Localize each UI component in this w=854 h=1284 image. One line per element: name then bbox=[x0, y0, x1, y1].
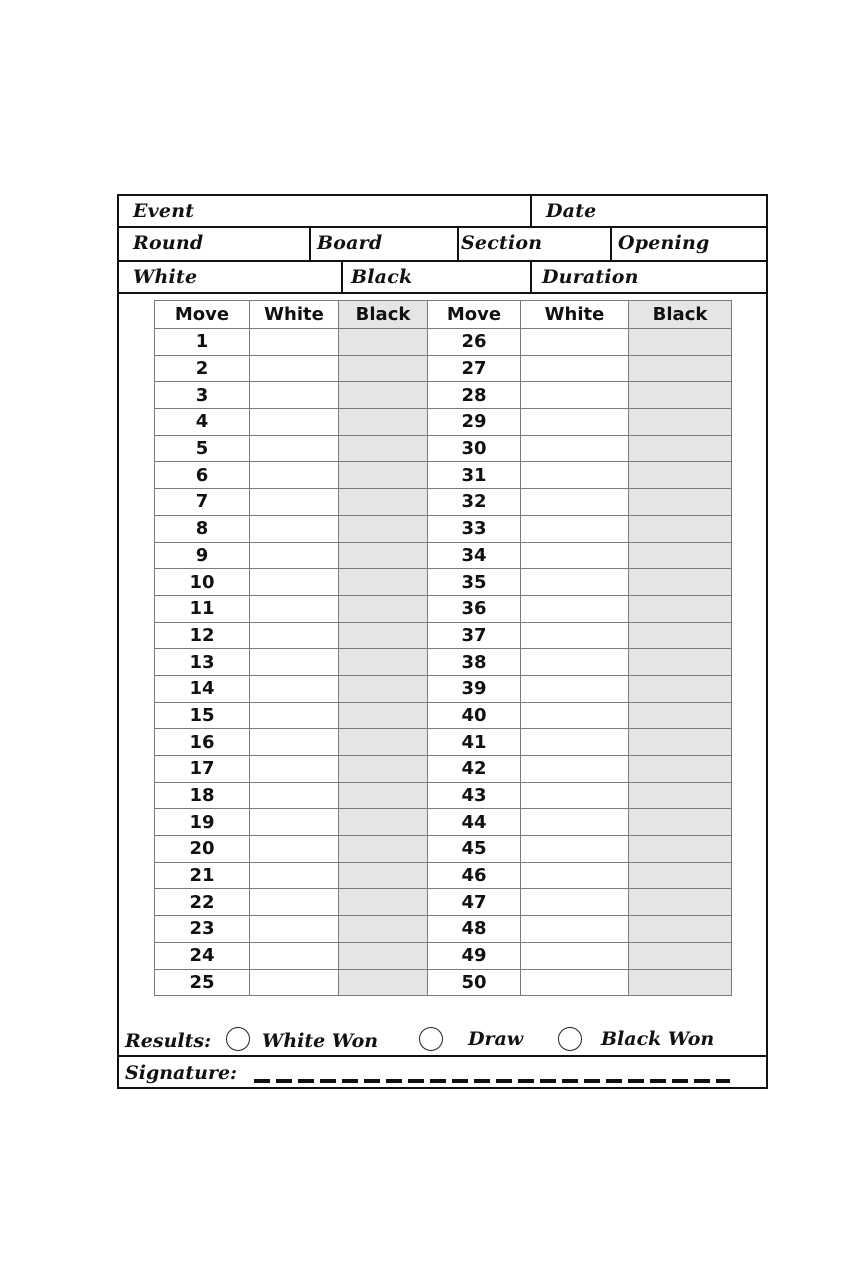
white-move-cell[interactable] bbox=[250, 675, 339, 702]
move-number: 30 bbox=[428, 435, 521, 462]
move-number: 15 bbox=[155, 702, 250, 729]
black-move-cell[interactable] bbox=[339, 569, 428, 596]
black-move-cell[interactable] bbox=[629, 675, 732, 702]
move-number: 44 bbox=[428, 809, 521, 836]
white-move-cell[interactable] bbox=[521, 836, 629, 863]
table-row bbox=[155, 809, 732, 836]
white-move-cell[interactable] bbox=[250, 435, 339, 462]
black-move-cell[interactable] bbox=[339, 675, 428, 702]
moves-table bbox=[154, 300, 732, 996]
table-row bbox=[155, 916, 732, 943]
move-number: 34 bbox=[428, 542, 521, 569]
results-label: Results: bbox=[125, 1030, 212, 1052]
black-move-cell[interactable] bbox=[629, 569, 732, 596]
move-number: 8 bbox=[155, 515, 250, 542]
white-move-cell[interactable] bbox=[521, 862, 629, 889]
move-number: 1 bbox=[155, 329, 250, 356]
black-move-cell[interactable] bbox=[339, 329, 428, 356]
black-move-cell[interactable] bbox=[629, 649, 732, 676]
white-move-cell[interactable] bbox=[250, 729, 339, 756]
board-field[interactable] bbox=[309, 228, 457, 260]
table-row bbox=[155, 622, 732, 649]
white-move-cell[interactable] bbox=[521, 969, 629, 996]
white-move-cell[interactable] bbox=[521, 729, 629, 756]
white-won-label: White Won bbox=[262, 1030, 379, 1052]
move-number: 42 bbox=[428, 756, 521, 783]
section-field[interactable] bbox=[457, 228, 610, 260]
black-move-cell[interactable] bbox=[339, 756, 428, 783]
move-number: 7 bbox=[155, 489, 250, 516]
black-move-cell[interactable] bbox=[339, 649, 428, 676]
white-move-cell[interactable] bbox=[250, 756, 339, 783]
move-number: 40 bbox=[428, 702, 521, 729]
move-number: 25 bbox=[155, 969, 250, 996]
move-number: 20 bbox=[155, 836, 250, 863]
move-number: 38 bbox=[428, 649, 521, 676]
column-header-white: White bbox=[250, 301, 339, 329]
table-row bbox=[155, 355, 732, 382]
duration-label: Duration bbox=[542, 266, 639, 288]
black-move-cell[interactable] bbox=[339, 409, 428, 436]
black-move-cell[interactable] bbox=[629, 916, 732, 943]
white-move-cell[interactable] bbox=[521, 409, 629, 436]
move-number: 19 bbox=[155, 809, 250, 836]
move-number: 45 bbox=[428, 836, 521, 863]
white-move-cell[interactable] bbox=[250, 595, 339, 622]
table-row bbox=[155, 729, 732, 756]
move-number: 10 bbox=[155, 569, 250, 596]
moves-body bbox=[155, 329, 732, 996]
move-number: 43 bbox=[428, 782, 521, 809]
black-move-cell[interactable] bbox=[339, 809, 428, 836]
white-move-cell[interactable] bbox=[521, 515, 629, 542]
black-move-cell[interactable] bbox=[339, 382, 428, 409]
move-number: 37 bbox=[428, 622, 521, 649]
header-row-3 bbox=[119, 262, 766, 294]
white-move-cell[interactable] bbox=[250, 462, 339, 489]
white-move-cell[interactable] bbox=[521, 622, 629, 649]
white-move-cell[interactable] bbox=[250, 355, 339, 382]
move-number: 33 bbox=[428, 515, 521, 542]
black-move-cell[interactable] bbox=[629, 836, 732, 863]
event-field[interactable] bbox=[119, 196, 530, 226]
header-row-2 bbox=[119, 228, 766, 262]
black-player-field[interactable] bbox=[341, 262, 530, 292]
black-move-cell[interactable] bbox=[629, 489, 732, 516]
table-row bbox=[155, 756, 732, 783]
column-header-black: Black bbox=[629, 301, 732, 329]
black-move-cell[interactable] bbox=[629, 729, 732, 756]
black-move-cell[interactable] bbox=[629, 382, 732, 409]
black-move-cell[interactable] bbox=[629, 462, 732, 489]
black-move-cell[interactable] bbox=[339, 595, 428, 622]
move-number: 41 bbox=[428, 729, 521, 756]
black-move-cell[interactable] bbox=[339, 942, 428, 969]
move-number: 24 bbox=[155, 942, 250, 969]
column-header-move: Move bbox=[155, 301, 250, 329]
white-move-cell[interactable] bbox=[521, 462, 629, 489]
white-move-cell[interactable] bbox=[521, 889, 629, 916]
black-move-cell[interactable] bbox=[629, 409, 732, 436]
move-number: 39 bbox=[428, 675, 521, 702]
move-number: 18 bbox=[155, 782, 250, 809]
move-number: 47 bbox=[428, 889, 521, 916]
black-move-cell[interactable] bbox=[339, 515, 428, 542]
move-number: 16 bbox=[155, 729, 250, 756]
black-move-cell[interactable] bbox=[629, 622, 732, 649]
table-row bbox=[155, 782, 732, 809]
black-move-cell[interactable] bbox=[629, 595, 732, 622]
white-move-cell[interactable] bbox=[250, 782, 339, 809]
table-row bbox=[155, 409, 732, 436]
move-number: 48 bbox=[428, 916, 521, 943]
move-number: 50 bbox=[428, 969, 521, 996]
scoresheet bbox=[117, 194, 768, 1089]
white-move-cell[interactable] bbox=[521, 382, 629, 409]
black-move-cell[interactable] bbox=[629, 756, 732, 783]
white-move-cell[interactable] bbox=[521, 809, 629, 836]
table-header-row bbox=[155, 301, 732, 329]
round-label: Round bbox=[133, 232, 204, 254]
table-row bbox=[155, 595, 732, 622]
move-number: 9 bbox=[155, 542, 250, 569]
white-move-cell[interactable] bbox=[521, 595, 629, 622]
black-move-cell[interactable] bbox=[339, 462, 428, 489]
date-label: Date bbox=[546, 200, 597, 222]
black-move-cell[interactable] bbox=[629, 515, 732, 542]
table-row bbox=[155, 649, 732, 676]
white-move-cell[interactable] bbox=[521, 355, 629, 382]
move-number: 35 bbox=[428, 569, 521, 596]
black-move-cell[interactable] bbox=[629, 942, 732, 969]
move-number: 28 bbox=[428, 382, 521, 409]
move-number: 17 bbox=[155, 756, 250, 783]
table-row bbox=[155, 382, 732, 409]
move-number: 49 bbox=[428, 942, 521, 969]
table-row bbox=[155, 569, 732, 596]
table-row bbox=[155, 836, 732, 863]
table-row bbox=[155, 862, 732, 889]
white-move-cell[interactable] bbox=[521, 569, 629, 596]
black-move-cell[interactable] bbox=[629, 809, 732, 836]
white-move-cell[interactable] bbox=[521, 916, 629, 943]
white-move-cell[interactable] bbox=[250, 622, 339, 649]
move-number: 13 bbox=[155, 649, 250, 676]
column-header-white: White bbox=[521, 301, 629, 329]
move-number: 3 bbox=[155, 382, 250, 409]
white-move-cell[interactable] bbox=[521, 756, 629, 783]
black-move-cell[interactable] bbox=[339, 489, 428, 516]
white-move-cell[interactable] bbox=[521, 782, 629, 809]
draw-label: Draw bbox=[468, 1028, 524, 1050]
move-number: 23 bbox=[155, 916, 250, 943]
black-move-cell[interactable] bbox=[339, 836, 428, 863]
move-number: 11 bbox=[155, 595, 250, 622]
black-move-cell[interactable] bbox=[339, 435, 428, 462]
board-label: Board bbox=[317, 232, 383, 254]
black-move-cell[interactable] bbox=[629, 969, 732, 996]
white-move-cell[interactable] bbox=[521, 675, 629, 702]
black-move-cell[interactable] bbox=[629, 889, 732, 916]
white-move-cell[interactable] bbox=[250, 862, 339, 889]
table-row bbox=[155, 702, 732, 729]
table-row bbox=[155, 542, 732, 569]
white-move-cell[interactable] bbox=[250, 382, 339, 409]
table-row bbox=[155, 969, 732, 996]
move-number: 4 bbox=[155, 409, 250, 436]
white-move-cell[interactable] bbox=[521, 702, 629, 729]
signature-line[interactable] bbox=[254, 1079, 730, 1083]
black-move-cell[interactable] bbox=[339, 889, 428, 916]
white-move-cell[interactable] bbox=[250, 569, 339, 596]
column-header-black: Black bbox=[339, 301, 428, 329]
duration-field[interactable] bbox=[530, 262, 768, 292]
round-field[interactable] bbox=[119, 228, 309, 260]
white-move-cell[interactable] bbox=[250, 889, 339, 916]
results-row bbox=[119, 1025, 766, 1057]
black-move-cell[interactable] bbox=[339, 622, 428, 649]
black-move-cell[interactable] bbox=[339, 782, 428, 809]
move-number: 21 bbox=[155, 862, 250, 889]
white-move-cell[interactable] bbox=[250, 836, 339, 863]
black-move-cell[interactable] bbox=[629, 329, 732, 356]
table-row bbox=[155, 515, 732, 542]
white-move-cell[interactable] bbox=[250, 702, 339, 729]
white-move-cell[interactable] bbox=[250, 809, 339, 836]
black-move-cell[interactable] bbox=[339, 702, 428, 729]
table-row bbox=[155, 942, 732, 969]
black-move-cell[interactable] bbox=[339, 355, 428, 382]
black-move-cell[interactable] bbox=[339, 969, 428, 996]
white-move-cell[interactable] bbox=[521, 542, 629, 569]
table-row bbox=[155, 489, 732, 516]
draw-radio[interactable] bbox=[419, 1027, 443, 1051]
black-move-cell[interactable] bbox=[339, 862, 428, 889]
white-player-label: White bbox=[133, 266, 198, 288]
move-number: 27 bbox=[428, 355, 521, 382]
white-move-cell[interactable] bbox=[521, 435, 629, 462]
table-row bbox=[155, 889, 732, 916]
event-label: Event bbox=[133, 200, 195, 222]
white-move-cell[interactable] bbox=[521, 489, 629, 516]
move-number: 26 bbox=[428, 329, 521, 356]
move-number: 22 bbox=[155, 889, 250, 916]
black-move-cell[interactable] bbox=[339, 729, 428, 756]
black-move-cell[interactable] bbox=[629, 542, 732, 569]
white-move-cell[interactable] bbox=[521, 942, 629, 969]
white-move-cell[interactable] bbox=[521, 329, 629, 356]
signature-row bbox=[119, 1059, 766, 1087]
white-move-cell[interactable] bbox=[250, 969, 339, 996]
move-number: 29 bbox=[428, 409, 521, 436]
move-number: 12 bbox=[155, 622, 250, 649]
header-row-1 bbox=[119, 196, 766, 228]
signature-label: Signature: bbox=[125, 1062, 238, 1084]
white-move-cell[interactable] bbox=[250, 542, 339, 569]
move-number: 5 bbox=[155, 435, 250, 462]
white-move-cell[interactable] bbox=[250, 649, 339, 676]
table-row bbox=[155, 675, 732, 702]
date-field[interactable] bbox=[530, 196, 768, 226]
white-move-cell[interactable] bbox=[521, 649, 629, 676]
white-won-radio[interactable] bbox=[226, 1027, 250, 1051]
black-move-cell[interactable] bbox=[629, 435, 732, 462]
black-move-cell[interactable] bbox=[629, 862, 732, 889]
white-move-cell[interactable] bbox=[250, 942, 339, 969]
move-number: 36 bbox=[428, 595, 521, 622]
column-header-move: Move bbox=[428, 301, 521, 329]
move-number: 6 bbox=[155, 462, 250, 489]
move-number: 14 bbox=[155, 675, 250, 702]
move-number: 31 bbox=[428, 462, 521, 489]
opening-field[interactable] bbox=[610, 228, 768, 260]
white-move-cell[interactable] bbox=[250, 329, 339, 356]
white-move-cell[interactable] bbox=[250, 409, 339, 436]
black-player-label: Black bbox=[351, 266, 413, 288]
section-label: Section bbox=[461, 232, 543, 254]
table-row bbox=[155, 435, 732, 462]
white-move-cell[interactable] bbox=[250, 916, 339, 943]
table-row bbox=[155, 462, 732, 489]
opening-label: Opening bbox=[618, 232, 710, 254]
white-player-field[interactable] bbox=[119, 262, 341, 292]
black-move-cell[interactable] bbox=[629, 355, 732, 382]
white-move-cell[interactable] bbox=[250, 515, 339, 542]
move-number: 46 bbox=[428, 862, 521, 889]
black-won-label: Black Won bbox=[601, 1028, 715, 1050]
table-row bbox=[155, 329, 732, 356]
move-number: 32 bbox=[428, 489, 521, 516]
white-move-cell[interactable] bbox=[250, 489, 339, 516]
black-move-cell[interactable] bbox=[339, 916, 428, 943]
black-move-cell[interactable] bbox=[629, 782, 732, 809]
move-number: 2 bbox=[155, 355, 250, 382]
black-move-cell[interactable] bbox=[629, 702, 732, 729]
black-move-cell[interactable] bbox=[339, 542, 428, 569]
black-won-radio[interactable] bbox=[558, 1027, 582, 1051]
